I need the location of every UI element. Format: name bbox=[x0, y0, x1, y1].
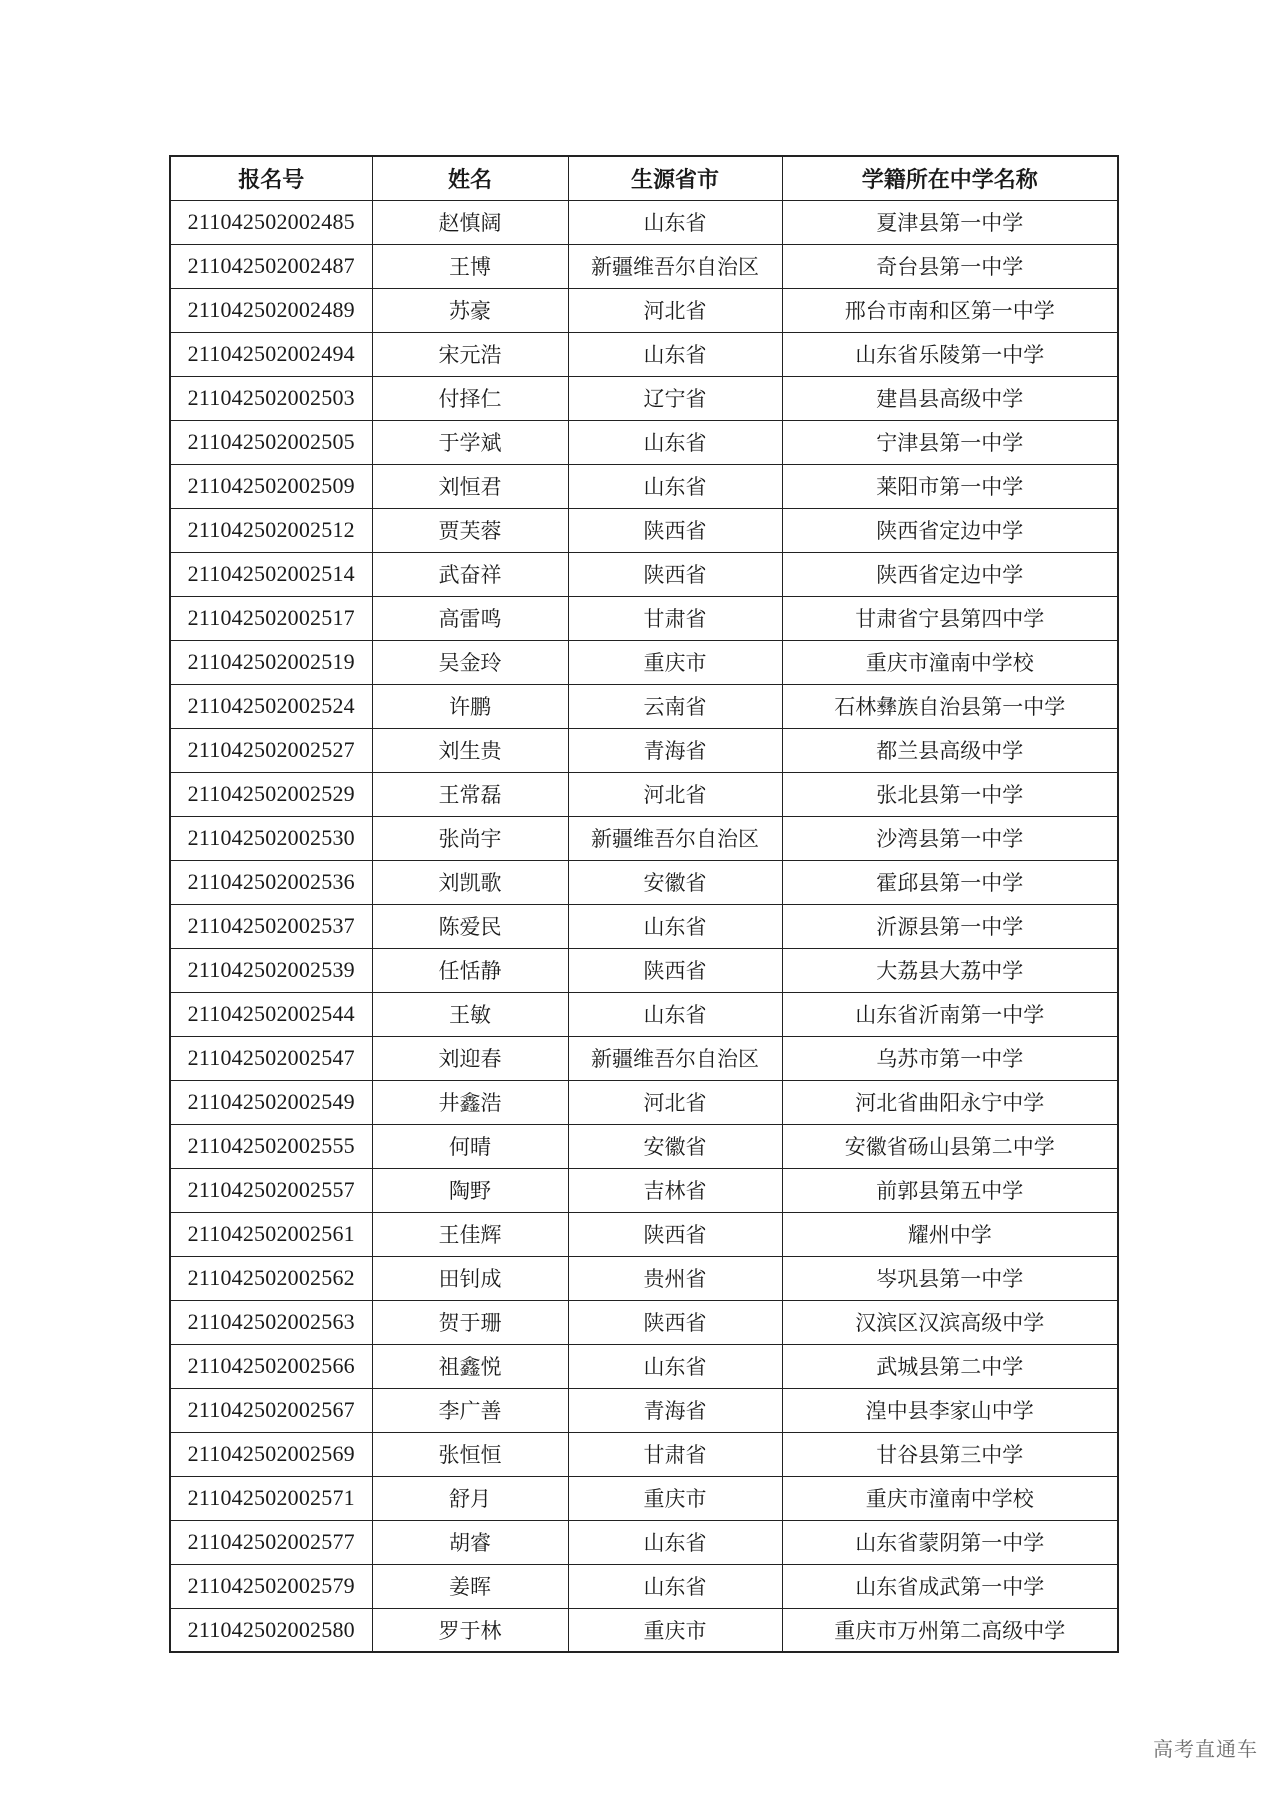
cell-registration-number: 211042502002539 bbox=[170, 948, 372, 992]
cell-origin-province: 山东省 bbox=[568, 420, 782, 464]
cell-registration-number: 211042502002580 bbox=[170, 1608, 372, 1652]
table-row bbox=[170, 772, 1118, 816]
cell-origin-province: 山东省 bbox=[568, 904, 782, 948]
header-registration-number: 报名号 bbox=[170, 156, 372, 200]
cell-name: 胡睿 bbox=[372, 1520, 568, 1564]
cell-name: 贾芙蓉 bbox=[372, 508, 568, 552]
cell-name: 舒月 bbox=[372, 1476, 568, 1520]
cell-origin-province: 重庆市 bbox=[568, 640, 782, 684]
cell-origin-province: 山东省 bbox=[568, 332, 782, 376]
cell-name: 井鑫浩 bbox=[372, 1080, 568, 1124]
cell-school-name: 岑巩县第一中学 bbox=[782, 1256, 1118, 1300]
cell-school-name: 沂源县第一中学 bbox=[782, 904, 1118, 948]
cell-origin-province: 云南省 bbox=[568, 684, 782, 728]
cell-origin-province: 陕西省 bbox=[568, 1300, 782, 1344]
table-row bbox=[170, 816, 1118, 860]
cell-origin-province: 甘肃省 bbox=[568, 596, 782, 640]
cell-school-name: 莱阳市第一中学 bbox=[782, 464, 1118, 508]
cell-registration-number: 211042502002517 bbox=[170, 596, 372, 640]
cell-name: 赵慎阔 bbox=[372, 200, 568, 244]
cell-origin-province: 陕西省 bbox=[568, 1212, 782, 1256]
cell-registration-number: 211042502002571 bbox=[170, 1476, 372, 1520]
cell-school-name: 甘谷县第三中学 bbox=[782, 1432, 1118, 1476]
cell-origin-province: 山东省 bbox=[568, 1520, 782, 1564]
cell-school-name: 建昌县高级中学 bbox=[782, 376, 1118, 420]
table-row bbox=[170, 200, 1118, 244]
header-name: 姓名 bbox=[372, 156, 568, 200]
table-row bbox=[170, 1476, 1118, 1520]
cell-school-name: 重庆市万州第二高级中学 bbox=[782, 1608, 1118, 1652]
cell-name: 刘恒君 bbox=[372, 464, 568, 508]
table-row bbox=[170, 1080, 1118, 1124]
table-row bbox=[170, 992, 1118, 1036]
cell-name: 何晴 bbox=[372, 1124, 568, 1168]
cell-school-name: 前郭县第五中学 bbox=[782, 1168, 1118, 1212]
cell-registration-number: 211042502002536 bbox=[170, 860, 372, 904]
cell-name: 贺于珊 bbox=[372, 1300, 568, 1344]
table-row bbox=[170, 1212, 1118, 1256]
cell-registration-number: 211042502002544 bbox=[170, 992, 372, 1036]
cell-origin-province: 山东省 bbox=[568, 1564, 782, 1608]
cell-name: 张尚宇 bbox=[372, 816, 568, 860]
cell-school-name: 沙湾县第一中学 bbox=[782, 816, 1118, 860]
cell-name: 武奋祥 bbox=[372, 552, 568, 596]
cell-origin-province: 河北省 bbox=[568, 1080, 782, 1124]
cell-school-name: 宁津县第一中学 bbox=[782, 420, 1118, 464]
cell-registration-number: 211042502002530 bbox=[170, 816, 372, 860]
cell-origin-province: 河北省 bbox=[568, 772, 782, 816]
cell-origin-province: 青海省 bbox=[568, 1388, 782, 1432]
cell-name: 祖鑫悦 bbox=[372, 1344, 568, 1388]
cell-name: 许鹏 bbox=[372, 684, 568, 728]
cell-school-name: 石林彝族自治县第一中学 bbox=[782, 684, 1118, 728]
cell-school-name: 武城县第二中学 bbox=[782, 1344, 1118, 1388]
cell-origin-province: 陕西省 bbox=[568, 948, 782, 992]
cell-origin-province: 山东省 bbox=[568, 992, 782, 1036]
cell-registration-number: 211042502002487 bbox=[170, 244, 372, 288]
cell-registration-number: 211042502002569 bbox=[170, 1432, 372, 1476]
table-row bbox=[170, 464, 1118, 508]
cell-school-name: 山东省蒙阴第一中学 bbox=[782, 1520, 1118, 1564]
roster-table-container bbox=[169, 155, 1117, 1653]
table-row bbox=[170, 860, 1118, 904]
cell-registration-number: 211042502002562 bbox=[170, 1256, 372, 1300]
cell-origin-province: 河北省 bbox=[568, 288, 782, 332]
cell-origin-province: 辽宁省 bbox=[568, 376, 782, 420]
cell-school-name: 陕西省定边中学 bbox=[782, 552, 1118, 596]
cell-name: 王佳辉 bbox=[372, 1212, 568, 1256]
cell-registration-number: 211042502002547 bbox=[170, 1036, 372, 1080]
cell-school-name: 山东省乐陵第一中学 bbox=[782, 332, 1118, 376]
cell-name: 苏豪 bbox=[372, 288, 568, 332]
table-row bbox=[170, 904, 1118, 948]
cell-school-name: 河北省曲阳永宁中学 bbox=[782, 1080, 1118, 1124]
cell-origin-province: 重庆市 bbox=[568, 1476, 782, 1520]
cell-origin-province: 青海省 bbox=[568, 728, 782, 772]
table-row bbox=[170, 728, 1118, 772]
table-row bbox=[170, 1256, 1118, 1300]
cell-name: 吴金玲 bbox=[372, 640, 568, 684]
cell-name: 姜晖 bbox=[372, 1564, 568, 1608]
cell-name: 王常磊 bbox=[372, 772, 568, 816]
cell-school-name: 甘肃省宁县第四中学 bbox=[782, 596, 1118, 640]
cell-name: 刘迎春 bbox=[372, 1036, 568, 1080]
cell-name: 付择仁 bbox=[372, 376, 568, 420]
cell-school-name: 霍邱县第一中学 bbox=[782, 860, 1118, 904]
cell-school-name: 大荔县大荔中学 bbox=[782, 948, 1118, 992]
table-row bbox=[170, 1432, 1118, 1476]
cell-name: 刘生贵 bbox=[372, 728, 568, 772]
cell-registration-number: 211042502002549 bbox=[170, 1080, 372, 1124]
table-header-row bbox=[170, 156, 1118, 200]
cell-registration-number: 211042502002555 bbox=[170, 1124, 372, 1168]
cell-school-name: 邢台市南和区第一中学 bbox=[782, 288, 1118, 332]
cell-registration-number: 211042502002527 bbox=[170, 728, 372, 772]
cell-origin-province: 山东省 bbox=[568, 200, 782, 244]
table-row bbox=[170, 420, 1118, 464]
cell-registration-number: 211042502002529 bbox=[170, 772, 372, 816]
cell-registration-number: 211042502002489 bbox=[170, 288, 372, 332]
table-row bbox=[170, 552, 1118, 596]
table-row bbox=[170, 1564, 1118, 1608]
cell-school-name: 陕西省定边中学 bbox=[782, 508, 1118, 552]
table-row bbox=[170, 1388, 1118, 1432]
cell-registration-number: 211042502002503 bbox=[170, 376, 372, 420]
cell-registration-number: 211042502002561 bbox=[170, 1212, 372, 1256]
cell-name: 于学斌 bbox=[372, 420, 568, 464]
cell-origin-province: 甘肃省 bbox=[568, 1432, 782, 1476]
table-row bbox=[170, 376, 1118, 420]
cell-school-name: 山东省成武第一中学 bbox=[782, 1564, 1118, 1608]
header-origin-province: 生源省市 bbox=[568, 156, 782, 200]
cell-origin-province: 新疆维吾尔自治区 bbox=[568, 1036, 782, 1080]
cell-school-name: 奇台县第一中学 bbox=[782, 244, 1118, 288]
cell-registration-number: 211042502002494 bbox=[170, 332, 372, 376]
table-row bbox=[170, 1520, 1118, 1564]
cell-school-name: 安徽省砀山县第二中学 bbox=[782, 1124, 1118, 1168]
table-body bbox=[170, 200, 1118, 1652]
cell-registration-number: 211042502002563 bbox=[170, 1300, 372, 1344]
cell-name: 王博 bbox=[372, 244, 568, 288]
cell-registration-number: 211042502002505 bbox=[170, 420, 372, 464]
cell-school-name: 耀州中学 bbox=[782, 1212, 1118, 1256]
cell-origin-province: 陕西省 bbox=[568, 508, 782, 552]
cell-registration-number: 211042502002519 bbox=[170, 640, 372, 684]
cell-school-name: 山东省沂南第一中学 bbox=[782, 992, 1118, 1036]
cell-name: 任恬静 bbox=[372, 948, 568, 992]
cell-registration-number: 211042502002567 bbox=[170, 1388, 372, 1432]
cell-origin-province: 安徽省 bbox=[568, 860, 782, 904]
cell-origin-province: 新疆维吾尔自治区 bbox=[568, 816, 782, 860]
table-row bbox=[170, 332, 1118, 376]
cell-origin-province: 重庆市 bbox=[568, 1608, 782, 1652]
table-row bbox=[170, 640, 1118, 684]
cell-origin-province: 安徽省 bbox=[568, 1124, 782, 1168]
table-row bbox=[170, 508, 1118, 552]
cell-name: 陶野 bbox=[372, 1168, 568, 1212]
cell-registration-number: 211042502002557 bbox=[170, 1168, 372, 1212]
cell-school-name: 乌苏市第一中学 bbox=[782, 1036, 1118, 1080]
cell-origin-province: 贵州省 bbox=[568, 1256, 782, 1300]
cell-name: 高雷鸣 bbox=[372, 596, 568, 640]
cell-origin-province: 山东省 bbox=[568, 464, 782, 508]
table-row bbox=[170, 1168, 1118, 1212]
cell-origin-province: 陕西省 bbox=[568, 552, 782, 596]
cell-name: 李广善 bbox=[372, 1388, 568, 1432]
cell-school-name: 汉滨区汉滨高级中学 bbox=[782, 1300, 1118, 1344]
cell-registration-number: 211042502002509 bbox=[170, 464, 372, 508]
table-row bbox=[170, 1036, 1118, 1080]
cell-name: 宋元浩 bbox=[372, 332, 568, 376]
cell-registration-number: 211042502002514 bbox=[170, 552, 372, 596]
watermark-text: 高考直通车 bbox=[1153, 1737, 1258, 1761]
cell-origin-province: 新疆维吾尔自治区 bbox=[568, 244, 782, 288]
roster-table bbox=[169, 155, 1119, 1653]
cell-name: 陈爱民 bbox=[372, 904, 568, 948]
table-row bbox=[170, 684, 1118, 728]
cell-school-name: 张北县第一中学 bbox=[782, 772, 1118, 816]
cell-registration-number: 211042502002537 bbox=[170, 904, 372, 948]
cell-registration-number: 211042502002524 bbox=[170, 684, 372, 728]
cell-name: 刘凯歌 bbox=[372, 860, 568, 904]
cell-registration-number: 211042502002566 bbox=[170, 1344, 372, 1388]
table-row bbox=[170, 1124, 1118, 1168]
table-row bbox=[170, 1344, 1118, 1388]
cell-school-name: 重庆市潼南中学校 bbox=[782, 1476, 1118, 1520]
table-row bbox=[170, 596, 1118, 640]
table-row bbox=[170, 288, 1118, 332]
cell-registration-number: 211042502002577 bbox=[170, 1520, 372, 1564]
cell-school-name: 夏津县第一中学 bbox=[782, 200, 1118, 244]
table-row bbox=[170, 244, 1118, 288]
cell-name: 田钊成 bbox=[372, 1256, 568, 1300]
table-row bbox=[170, 1608, 1118, 1652]
cell-name: 张恒恒 bbox=[372, 1432, 568, 1476]
cell-school-name: 湟中县李家山中学 bbox=[782, 1388, 1118, 1432]
cell-origin-province: 吉林省 bbox=[568, 1168, 782, 1212]
table-row bbox=[170, 1300, 1118, 1344]
cell-school-name: 都兰县高级中学 bbox=[782, 728, 1118, 772]
cell-registration-number: 211042502002485 bbox=[170, 200, 372, 244]
cell-school-name: 重庆市潼南中学校 bbox=[782, 640, 1118, 684]
header-school-name: 学籍所在中学名称 bbox=[782, 156, 1118, 200]
cell-registration-number: 211042502002512 bbox=[170, 508, 372, 552]
cell-registration-number: 211042502002579 bbox=[170, 1564, 372, 1608]
cell-origin-province: 山东省 bbox=[568, 1344, 782, 1388]
cell-name: 罗于林 bbox=[372, 1608, 568, 1652]
table-row bbox=[170, 948, 1118, 992]
cell-name: 王敏 bbox=[372, 992, 568, 1036]
